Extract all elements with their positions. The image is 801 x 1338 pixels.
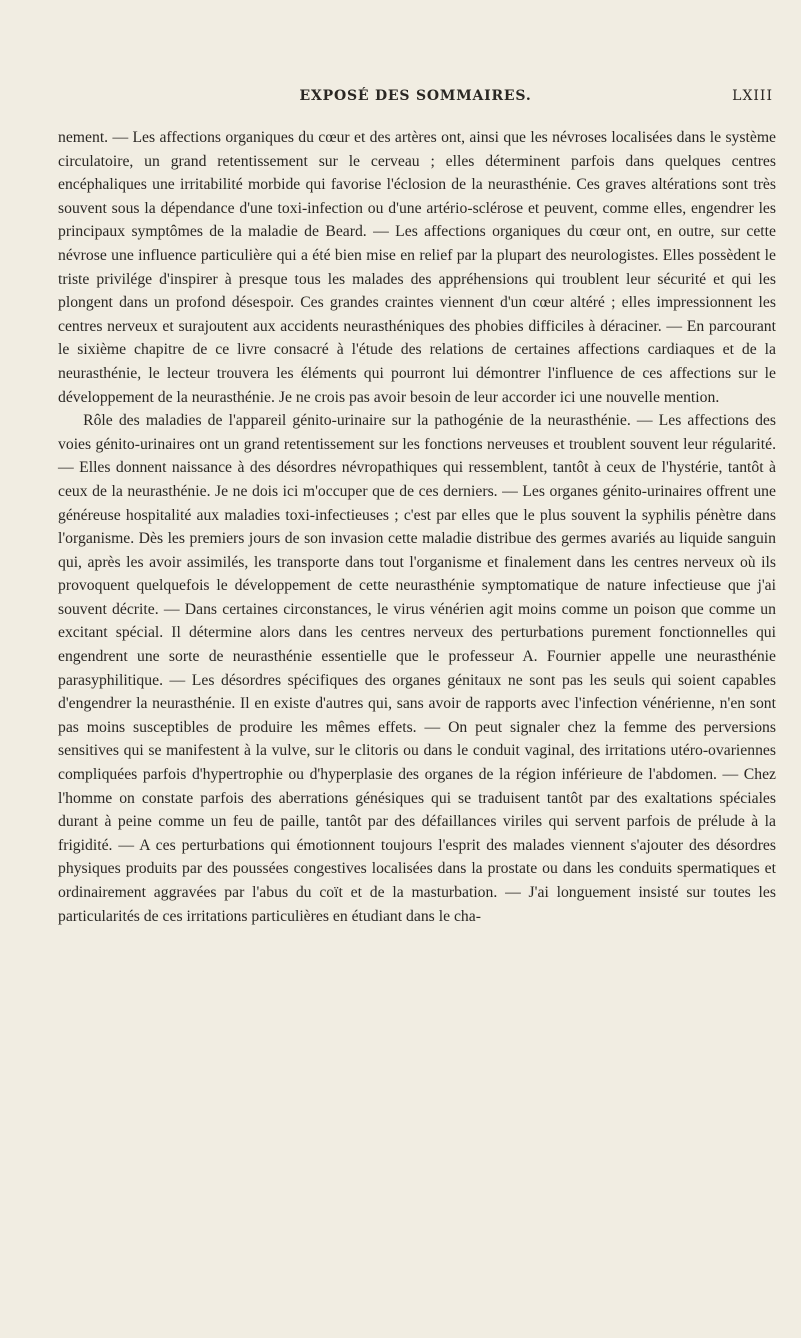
- body-text: [58, 126, 776, 928]
- running-title: EXPOSÉ DES SOMMAIRES.: [299, 88, 532, 104]
- paragraph-genito-urinary: Rôle des maladies de l'appareil génito-urinaire sur la pathogénie de la neurasthénie. — Les affections des voies génito-urinaires ont un grand retentissement sur les fonctions nerveuses et troublent souvent leur régularité. — Elles donnent naissance à des désordres névropathiques qui ressemblent, tantôt à ceux de l'hystérie, tantôt à ceux de la neurasthénie. Je ne dois ici m'occuper que de ces derniers. — Les organes génito-urinaires offrent une généreuse hospitalité aux maladies toxi-infectieuses ; c'est par elles que le plus souvent la syphilis pénètre dans l'organisme. Dès les premiers jours de son invasion cette maladie distribue des germes avariés au liquide sanguin qui, après les avoir assimilés, les transporte dans tout l'organisme et finalement dans les centres nerveux où ils provoquent quelquefois le développement de cette neurasthénie symptomatique de nature infectieuse que j'ai souvent décrite. — Dans certaines circonstances, le virus vénérien agit moins comme un poison que comme un excitant spécial. Il détermine alors dans les centres nerveux des perturbations purement fonctionnelles qui engendrent une sorte de neurasthénie essentielle que le professeur A. Fournier appelle une neurasthénie parasyphilitique. — Les désordres spécifiques des organes génitaux ne sont pas les seuls qui soient capables d'engendrer la neurasthénie. Il en existe d'autres qui, sans avoir de rapports avec l'infection vénérienne, n'en sont pas moins susceptibles de produire les mêmes effets. — On peut signaler chez la femme des perversions sensitives qui se manifestent à la vulve, sur le clitoris ou dans le conduit vaginal, des irritations utéro-ovariennes compliquées parfois d'hypertrophie ou d'hyperplasie des organes de la région inférieure de l'abdomen. — Chez l'homme on constate parfois des aberrations génésiques qui se traduisent tantôt par des exaltations spéciales durant à peine comme un feu de paille, tantôt par des défaillances viriles qui servent parfois de prélude à la frigidité. — A ces perturbations qui émotionnent toujours l'esprit des malades viennent s'ajouter des désordres physiques produits par des poussées congestives localisées dans la prostate ou dans les conduits spermatiques et ordinairement aggravées par l'abus du coït et de la masturbation. — J'ai longuement insisté sur toutes les particularités de ces irritations particulières en étudiant dans le cha-: [58, 412, 776, 925]
- page-number: LXIII: [732, 88, 773, 104]
- paragraph-cardiac: nement. — Les affections organiques du cœur et des artères ont, ainsi que les névroses localisées dans le système circulatoire, un grand retentissement sur le cerveau ; elles déterminent parfois dans quelques centres encéphaliques une irritabilité morbide qui favorise l'éclosion de la neurasthénie. Ces graves altérations sont très souvent sous la dépendance d'une toxi-infection ou d'une artério-sclérose et peuvent, comme elles, engendrer les principaux symptômes de la maladie de Beard. — Les affections organiques du cœur ont, en outre, sur cette névrose une influence particulière qui a été bien mise en relief par la plupart des neurologistes. Elles possèdent le triste privilége d'inspirer à presque tous les malades des appréhensions qui troublent leur sécurité et qui les plongent dans un profond désespoir. Ces grandes craintes viennent d'un cœur altéré ; elles impressionnent les centres nerveux et surajoutent aux accidents neurasthéniques des phobies difficiles à déraciner. — En parcourant le sixième chapitre de ce livre consacré à l'étude des relations de certaines affections cardiaques et de la neurasthénie, le lecteur trouvera les éléments qui pourront lui démontrer l'influence de ces affections sur le développement de la neurasthénie. Je ne crois pas avoir besoin de leur accorder ici une nouvelle mention.: [58, 129, 776, 406]
- page-header: [58, 88, 773, 110]
